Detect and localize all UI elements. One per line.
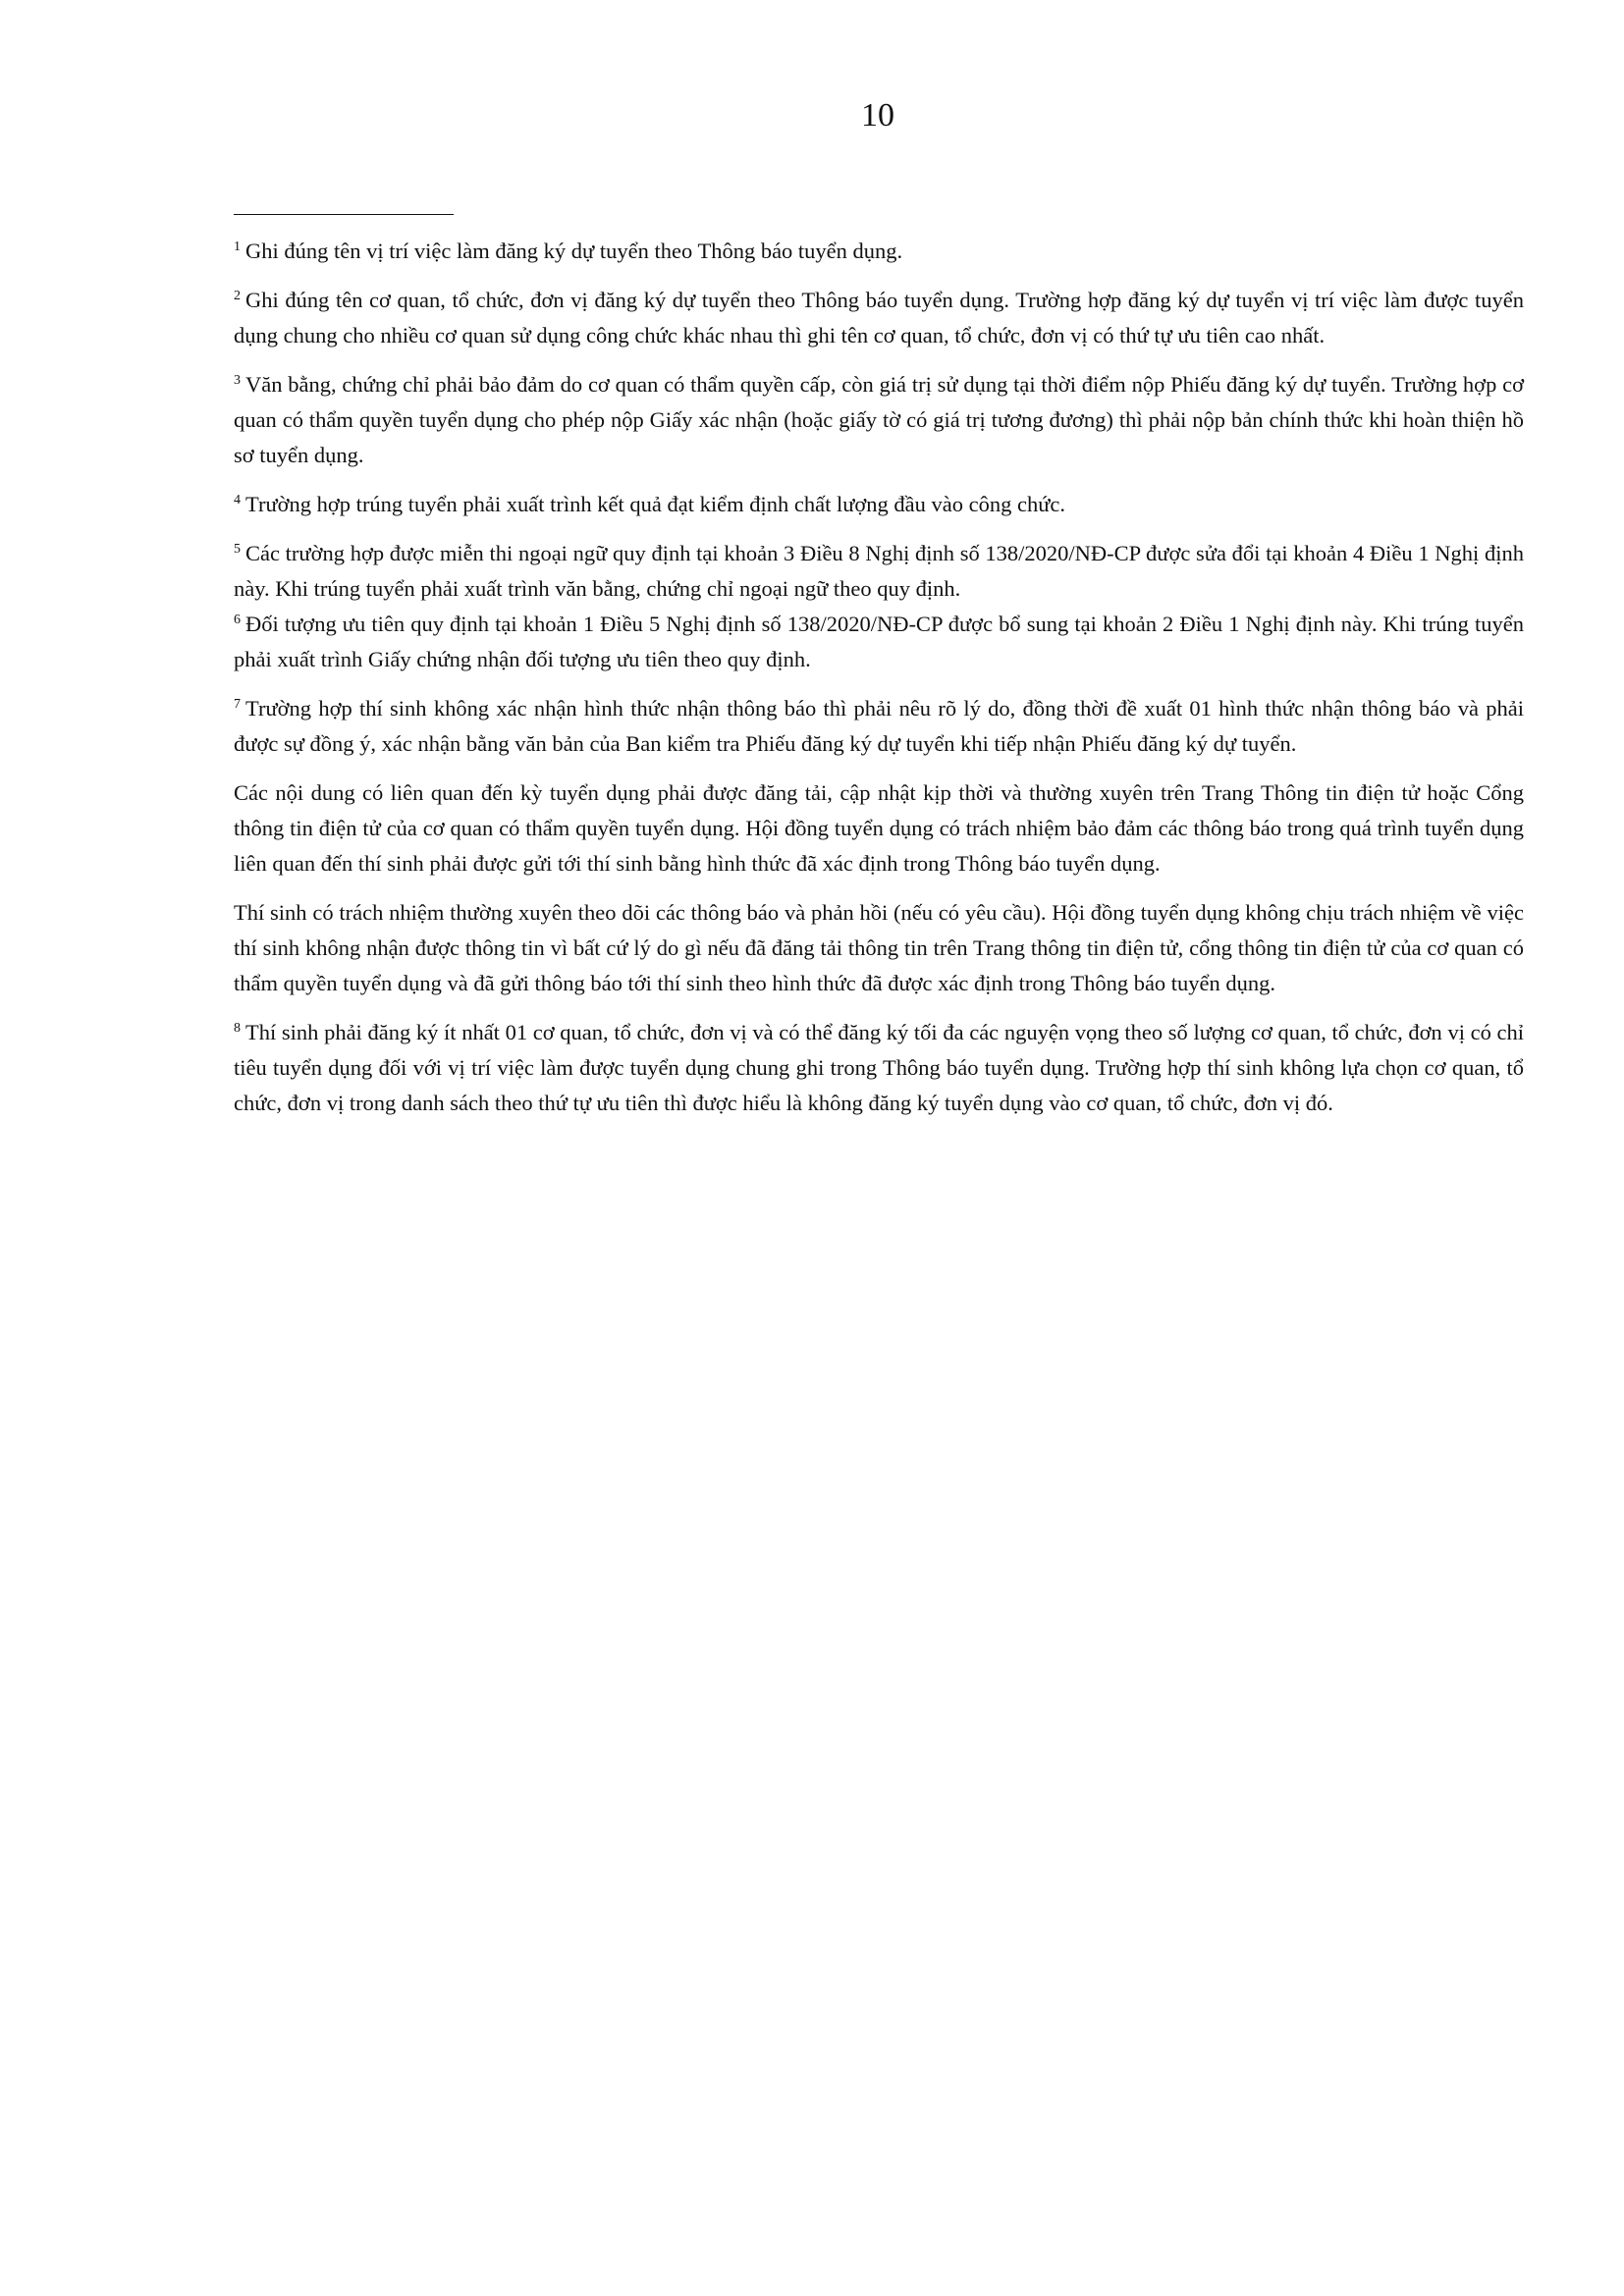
footnote-text: Ghi đúng tên vị trí việc làm đăng ký dự tuyển theo Thông báo tuyển dụng.: [245, 239, 903, 263]
footnote-6: [234, 607, 1524, 677]
footnote-text: Trường hợp thí sinh không xác nhận hình thức nhận thông báo thì phải nêu rõ lý do, đồng thời đề xuất 01 hình thức nhận thông báo và phải được sự đồng ý, xác nhận bằng văn bản của Ban kiểm tra Phiếu đăng ký dự tuyển khi tiếp nhận Phiếu đăng ký dự tuyển.: [234, 696, 1524, 756]
footnote-7: [234, 691, 1524, 762]
footnote-2: [234, 283, 1524, 353]
footnote-marker: 7: [234, 696, 241, 712]
footnote-marker: 2: [234, 288, 241, 303]
footnote-marker: 8: [234, 1020, 241, 1036]
footnote-text: Thí sinh có trách nhiệm thường xuyên theo dõi các thông báo và phản hồi (nếu có yêu cầu). Hội đồng tuyển dụng không chịu trách nhiệm về việc thí sinh không nhận được thông tin vì bất cứ lý do gì nếu đã đăng tải thông tin trên Trang thông tin điện tử, cổng thông tin điện tử của cơ quan có thẩm quyền tuyển dụng và đã gửi thông báo tới thí sinh theo hình thức đã được xác định trong Thông báo tuyển dụng.: [234, 900, 1524, 995]
footnote-text: Văn bằng, chứng chỉ phải bảo đảm do cơ quan có thẩm quyền cấp, còn giá trị sử dụng tại thời điểm nộp Phiếu đăng ký dự tuyển. Trường hợp cơ quan có thẩm quyền tuyển dụng cho phép nộp Giấy xác nhận (hoặc giấy tờ có giá trị tương đương) thì phải nộp bản chính thức khi hoàn thiện hồ sơ tuyển dụng.: [234, 372, 1524, 467]
footnote-text: Ghi đúng tên cơ quan, tổ chức, đơn vị đăng ký dự tuyển theo Thông báo tuyển dụng. Trường hợp đăng ký dự tuyển vị trí việc làm được tuyển dụng chung cho nhiều cơ quan sử dụng công chức khác nhau thì ghi tên cơ quan, tổ chức, đơn vị có thứ tự ưu tiên cao nhất.: [234, 288, 1524, 347]
footnote-separator: [234, 214, 454, 215]
footnote-text: Trường hợp trúng tuyển phải xuất trình kết quả đạt kiểm định chất lượng đầu vào công chức.: [245, 492, 1066, 516]
footnote-marker: 5: [234, 541, 241, 557]
footnote-marker: 1: [234, 239, 241, 254]
footnotes: [234, 234, 1524, 1135]
footnote-1: [234, 234, 1524, 269]
footnote-text: Các trường hợp được miễn thi ngoại ngữ quy định tại khoản 3 Điều 8 Nghị định số 138/2020/NĐ-CP được sửa đổi tại khoản 4 Điều 1 Nghị định này. Khi trúng tuyển phải xuất trình văn bằng, chứng chỉ ngoại ngữ theo quy định.: [234, 541, 1524, 601]
footnote-7-paragraph-2: [234, 775, 1524, 881]
footnote-3: [234, 367, 1524, 473]
footnote-text: Các nội dung có liên quan đến kỳ tuyển dụng phải được đăng tải, cập nhật kịp thời và thường xuyên trên Trang Thông tin điện tử hoặc Cổng thông tin điện tử của cơ quan có thẩm quyền tuyển dụng. Hội đồng tuyển dụng có trách nhiệm bảo đảm các thông báo trong quá trình tuyển dụng liên quan đến thí sinh phải được gửi tới thí sinh bằng hình thức đã xác định trong Thông báo tuyển dụng.: [234, 780, 1524, 876]
footnote-marker: 3: [234, 372, 241, 388]
footnote-text: Thí sinh phải đăng ký ít nhất 01 cơ quan, tổ chức, đơn vị và có thể đăng ký tối đa các nguyện vọng theo số lượng cơ quan, tổ chức, đơn vị có chỉ tiêu tuyển dụng đối với vị trí việc làm được tuyển dụng chung ghi trong Thông báo tuyển dụng. Trường hợp thí sinh không lựa chọn cơ quan, tổ chức, đơn vị trong danh sách theo thứ tự ưu tiên thì được hiểu là không đăng ký tuyển dụng vào cơ quan, tổ chức, đơn vị đó.: [234, 1020, 1524, 1115]
page-number: 10: [861, 97, 894, 133]
footnote-8: [234, 1015, 1524, 1121]
footnote-marker: 4: [234, 492, 241, 507]
footnote-5: [234, 536, 1524, 607]
footnote-7-paragraph-3: [234, 895, 1524, 1001]
footnote-4: [234, 487, 1524, 522]
footnote-text: Đối tượng ưu tiên quy định tại khoản 1 Điều 5 Nghị định số 138/2020/NĐ-CP được bổ sung tại khoản 2 Điều 1 Nghị định này. Khi trúng tuyển phải xuất trình Giấy chứng nhận đối tượng ưu tiên theo quy định.: [234, 612, 1524, 671]
footnote-marker: 6: [234, 612, 241, 627]
